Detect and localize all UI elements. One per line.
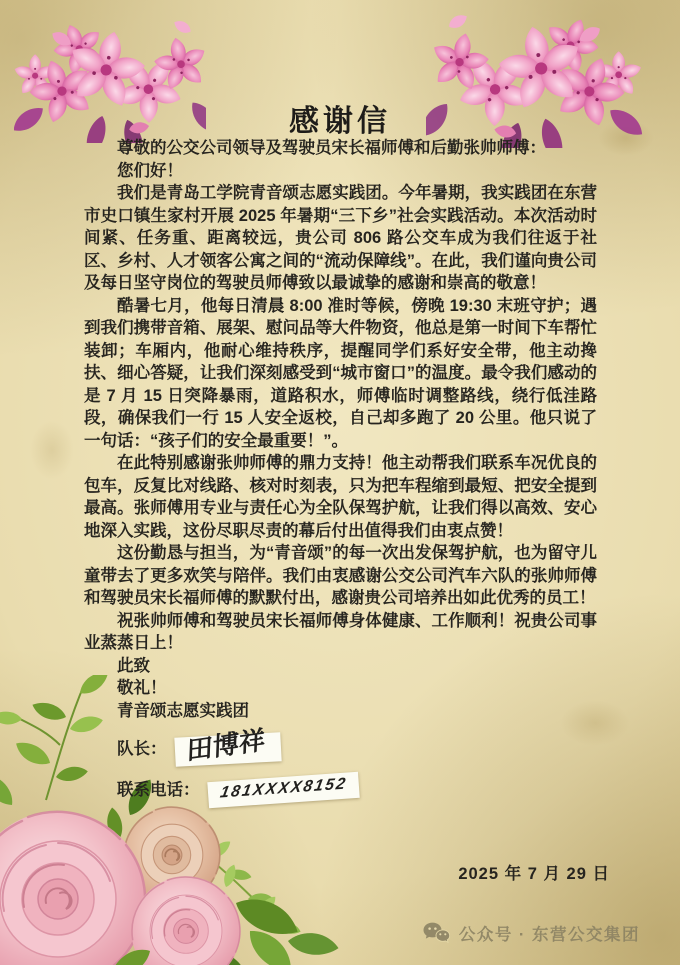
closing-salute: 敬礼！ (117, 679, 167, 697)
salutation: 尊敬的公交公司领导及驾驶员宋长福师傅和后勤张帅师傅： (117, 139, 546, 157)
wechat-icon (423, 922, 450, 945)
paragraph-2: 酷暑七月，他每日清晨 8:00 准时等候，傍晚 19:30 末班守护；遇到我们携带音箱、展架、慰问品等大件物资，他总是第一时间下车帮忙装卸；车厢内，他耐心维持秩序，提醒同学们系好安全带，他主动搀扶、细心答疑，让我们深刻感受到“城市窗口”的温度。最令我们感动的是 7 月 15 日突降暴雨，道路积水，师傅临时调整路线，绕行低洼路段，确保我们一行 15 人安全返校，自己却多跑了 20 公里。他只说了一句话：“孩子们的安全最重要！”。 (84, 296, 597, 450)
footer (423, 921, 640, 945)
leader-signature-handwriting: 田博祥 (185, 725, 266, 767)
phone-label: 联系电话： (117, 780, 200, 799)
leader-signature-strip (174, 725, 281, 767)
paragraph-5: 祝张帅师傅和驾驶员宋长福师傅身体健康、工作顺利！祝贵公司事业蒸蒸日上！ (84, 611, 597, 652)
paper-stain (30, 420, 74, 480)
leader-signature-row (84, 725, 597, 769)
phone-handwriting: 181XXXX8152 (218, 775, 348, 802)
paragraph-1: 我们是青岛工学院青音颂志愿实践团。今年暑期，我实践团在东营市史口镇生家村开展 2025 年暑期“三下乡”社会实践活动。本次活动时间紧、任务重、距离较远，贵公司 806 路公交车成为我们往返于社区、乡村、人才领客公寓之间的“流动保障线”。在此，我们谨向贵公司及每日坚守岗位的驾驶员师傅致以最诚挚的感谢和崇高的敬意！ (84, 184, 597, 292)
phone-row (84, 772, 597, 808)
leader-label: 队长： (117, 739, 167, 758)
greeting: 您们好！ (117, 161, 183, 180)
letter-date: 2025 年 7 月 29 日 (458, 865, 610, 883)
team-name: 青音颂志愿实践团 (117, 701, 249, 720)
letter-body (84, 137, 597, 808)
paragraph-3: 在此特别感谢张帅师傅的鼎力支持！他主动帮我们联系车况优良的包车，反复比对线路、核对时刻表，只为把车程缩到最短、把安全提到最高。张师傅用专业与责任心为全队保驾护航，让我们得以高效、安心地深入实践，这份尽职尽责的幕后付出值得我们由衷点赞！ (84, 454, 597, 540)
large-rose (0, 811, 146, 965)
letter-title: 感谢信 (289, 105, 391, 138)
phone-strip (207, 772, 359, 808)
paragraph-4: 这份勤恳与担当，为“青音颂”的每一次出发保驾护航，也为留守儿童带去了更多欢笑与陪伴。我们由衷感谢公交公司汽车六队的张帅师傅和驾驶员宋长福师傅的默默付出，感谢贵公司培养出如此优秀的员工！ (84, 544, 597, 607)
footer-text: 公众号 · 东营公交集团 (458, 926, 640, 944)
closing-respectfully: 此致 (117, 656, 150, 675)
